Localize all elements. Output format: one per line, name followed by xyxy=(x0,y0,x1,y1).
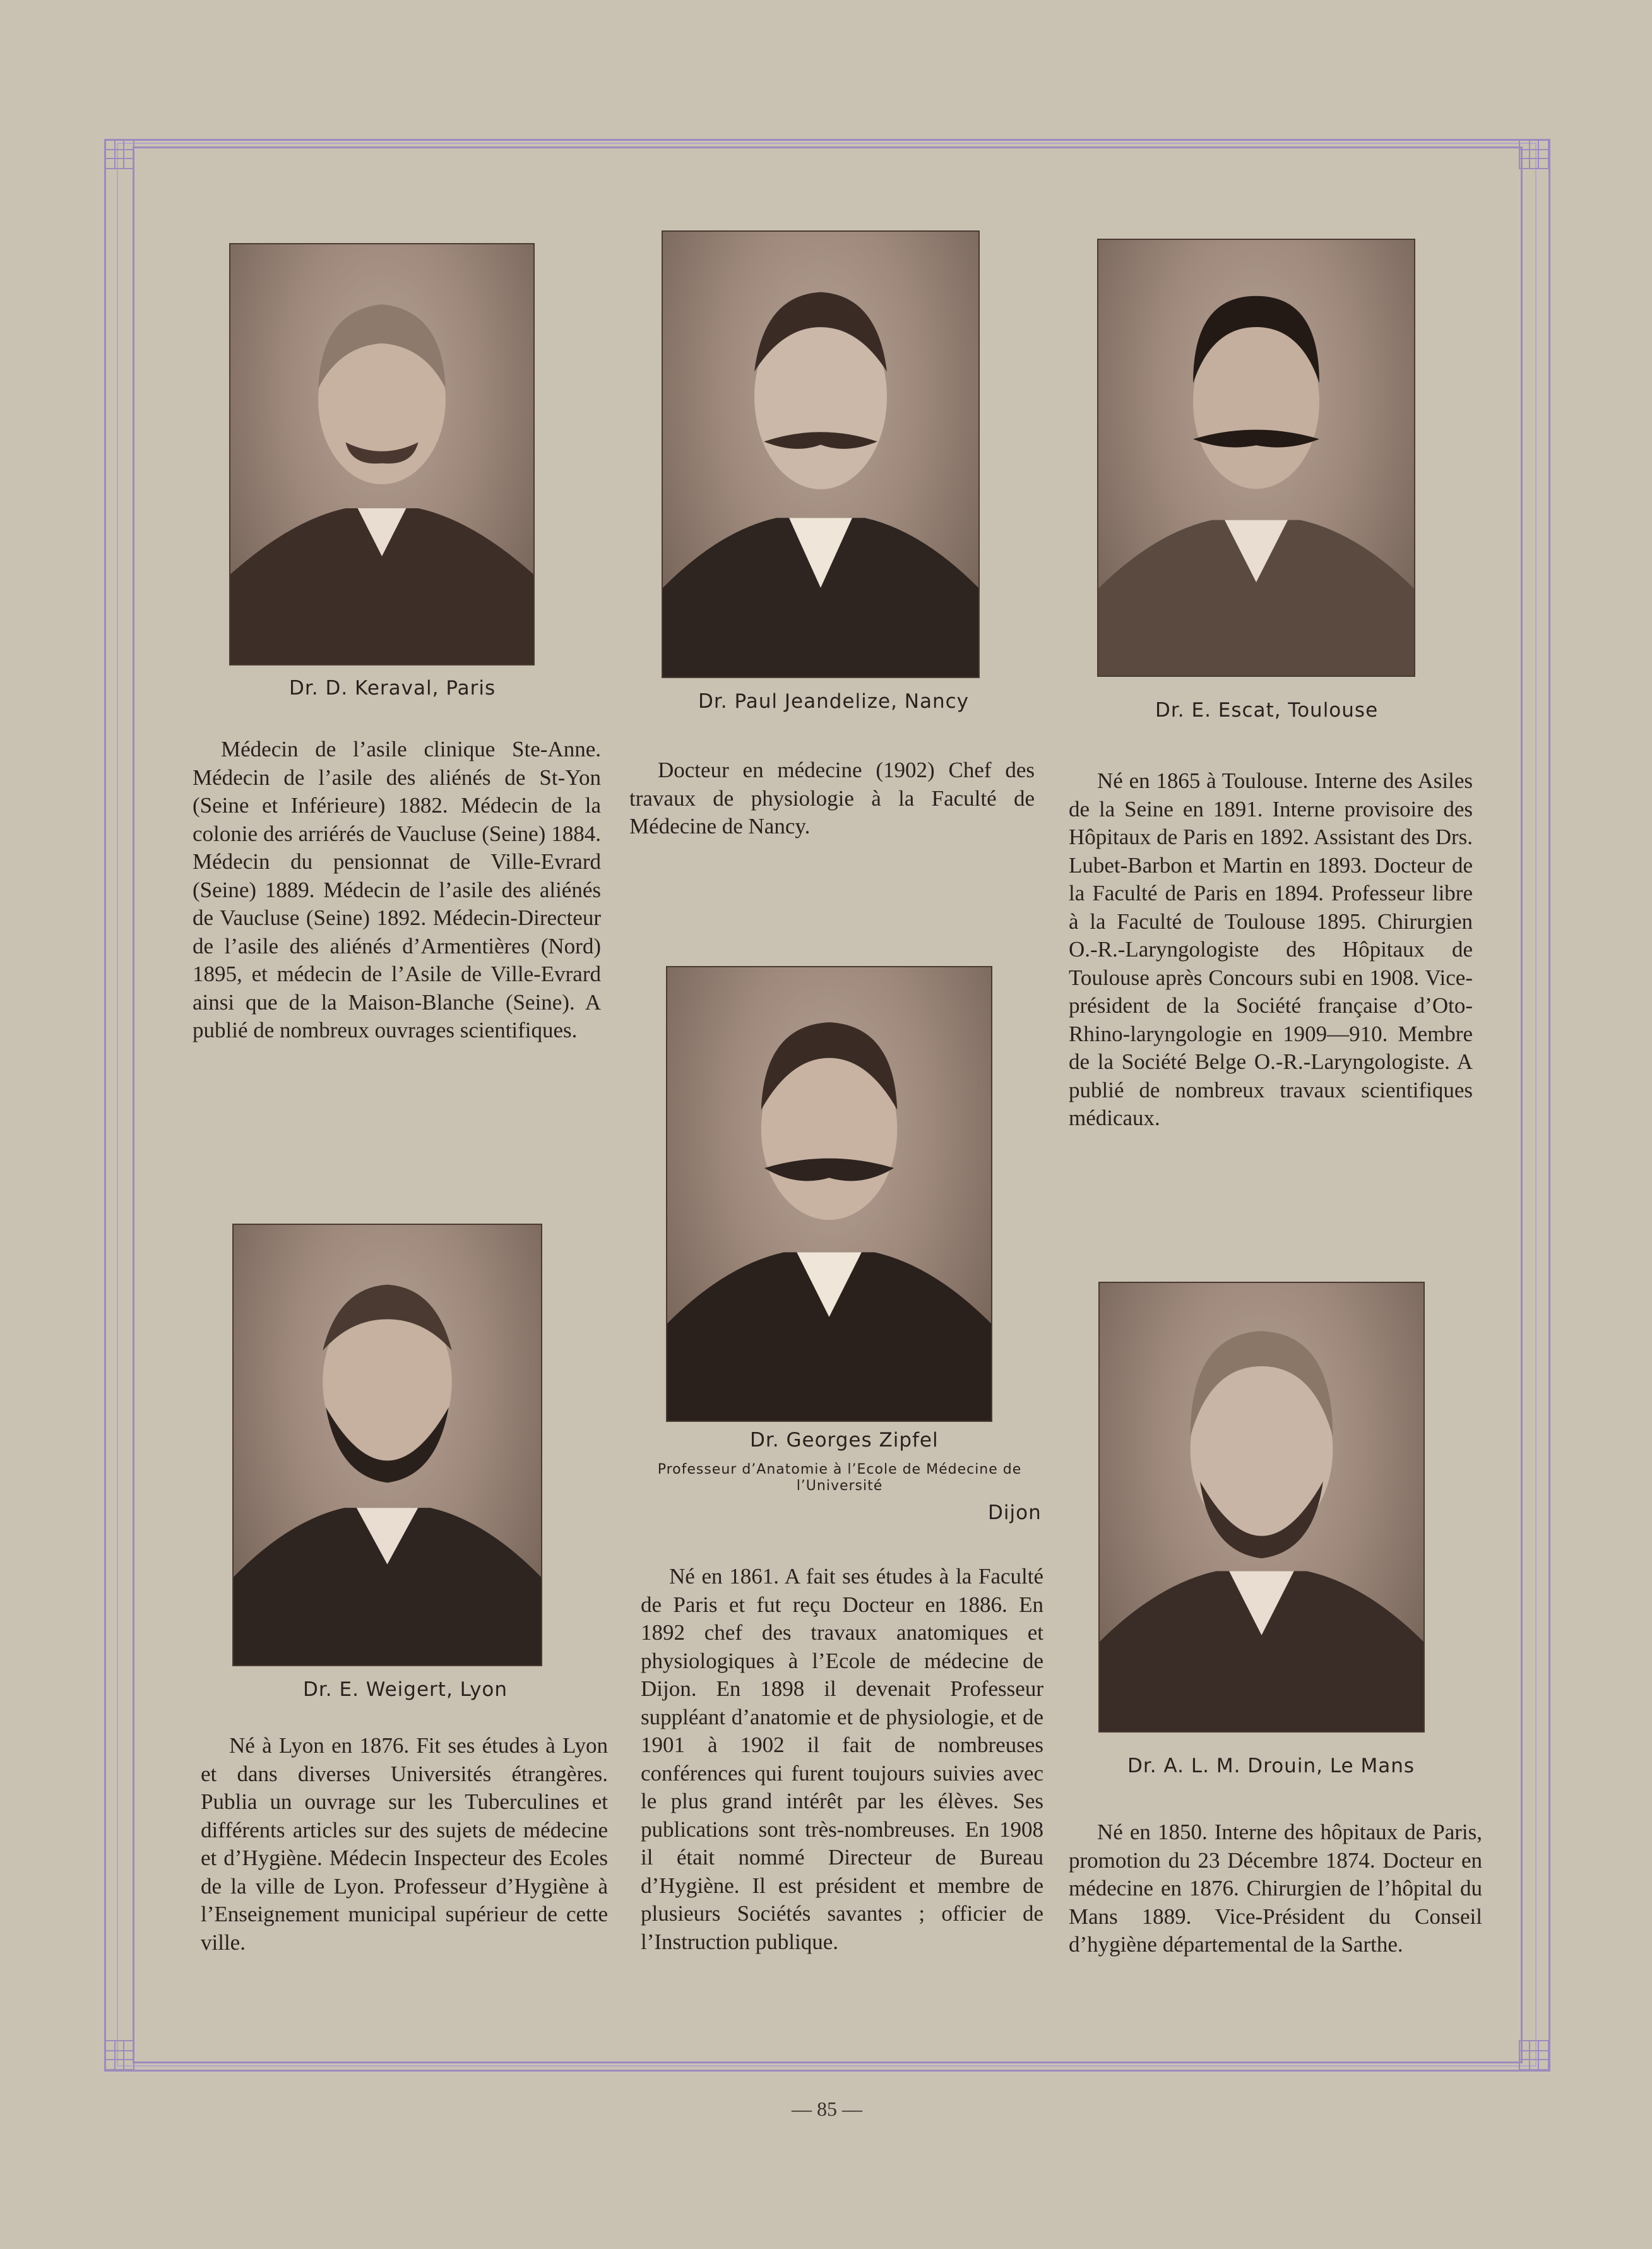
biography-text: Né en 1865 à Toulouse. Interne des Asiles de la Seine en 1891. Interne provisoire des Hôpitaux de Paris en 1892. Assistant des Drs. Lubet-Barbon et Martin en 1893. Docteur de la Faculté de Paris en 1894. Professeur libre à la Faculté de Toulouse 1895. Chirurgien O.-R.-Laryngologiste des Hôpitaux de Toulouse après Concours subi en 1908. Vice-président de la Société française d’Oto-Rhino-laryngologie en 1909—910. Membre de la Société Belge O.-R.-Laryngologiste. A publié de nombreux travaux scientifiques médicaux. xyxy=(1069,768,1473,1130)
page-number: — 85 — xyxy=(792,2097,862,2120)
portrait-caption: Dr. Paul Jeandelize, Nancy xyxy=(698,690,969,713)
border-corner-ornament xyxy=(1519,139,1549,169)
portrait-caption: Dr. A. L. M. Drouin, Le Mans xyxy=(1127,1755,1415,1777)
border-corner-ornament xyxy=(1519,2040,1549,2070)
biography-text: Docteur en médecine (1902) Chef des travaux de physiologie à la Faculté de Médecine de Nancy. xyxy=(629,758,1035,838)
portrait-caption: Dr. E. Weigert, Lyon xyxy=(303,1678,508,1701)
portrait-photo-jeandelize xyxy=(662,230,980,678)
biography-text: Né en 1861. A fait ses études à la Faculté de Paris et fut reçu Docteur en 1886. En 1892 chef des travaux anatomiques et physiologiques à l’Ecole de médecine de Dijon. En 1898 il devenait Professeur suppléant d’anatomie et de physiologie, et de 1901 à 1902 il fait de nombreuses conférences qui furent toujours suivies avec le plus grand intérêt par les élèves. Ses publications sont très-nombreuses. En 1908 il était nommé Directeur de Bureau d’Hygiène. Il est président et membre de plusieurs Sociétés savantes ; officier de l’Instruction publique. xyxy=(641,1564,1043,1954)
border-corner-ornament xyxy=(104,2040,134,2070)
portrait-photo-drouin xyxy=(1098,1282,1425,1733)
portrait-caption: Dr. E. Escat, Toulouse xyxy=(1155,699,1379,722)
portrait-city: Dijon xyxy=(988,1501,1042,1524)
border-corner-ornament xyxy=(104,139,134,169)
portrait-photo-keraval xyxy=(229,243,535,665)
portrait-photo-weigert xyxy=(232,1224,542,1666)
portrait-caption: Dr. Georges Zipfel xyxy=(750,1429,939,1452)
portrait-photo-escat xyxy=(1097,239,1415,677)
biography-text: Né en 1850. Interne des hôpitaux de Paris, promotion du 23 Décembre 1874. Docteur en médecine en 1876. Chirurgien de l’hôpital du Mans 1889. Vice-Président du Conseil d’hygiène départemental de la Sarthe. xyxy=(1069,1820,1482,1957)
portrait-photo-zipfel xyxy=(666,966,992,1422)
biography-text: Né à Lyon en 1876. Fit ses études à Lyon et dans diverses Universités étrangères. Publia un ouvrage sur les Tuberculines et différents articles sur des sujets de médecine et d’Hygiène. Médecin Inspecteur des Ecoles de la ville de Lyon. Professeur d’Hygiène à l’Enseignement municipal supérieur de cette ville. xyxy=(201,1733,608,1955)
portrait-subcaption: Professeur d’Anatomie à l’Ecole de Médecine de l’Université xyxy=(657,1462,1022,1494)
portrait-caption: Dr. D. Keraval, Paris xyxy=(289,677,496,700)
biography-text: Médecin de l’asile clinique Ste-Anne. Médecin de l’asile des aliénés de St-Yon (Seine et Inférieure) 1882. Médecin de la colonie des arriérés de Vaucluse (Seine) 1884. Médecin du pensionnat de Ville-Evrard (Seine) 1889. Médecin de l’asile des aliénés de Vaucluse (Seine) 1892. Médecin-Directeur de l’asile des aliénés d’Armentières (Nord) 1895, et médecin de l’Asile de Ville-Evrard ainsi que de la Maison-Blanche (Seine). A publié de nombreux ouvrages scientifiques. xyxy=(193,737,601,1042)
